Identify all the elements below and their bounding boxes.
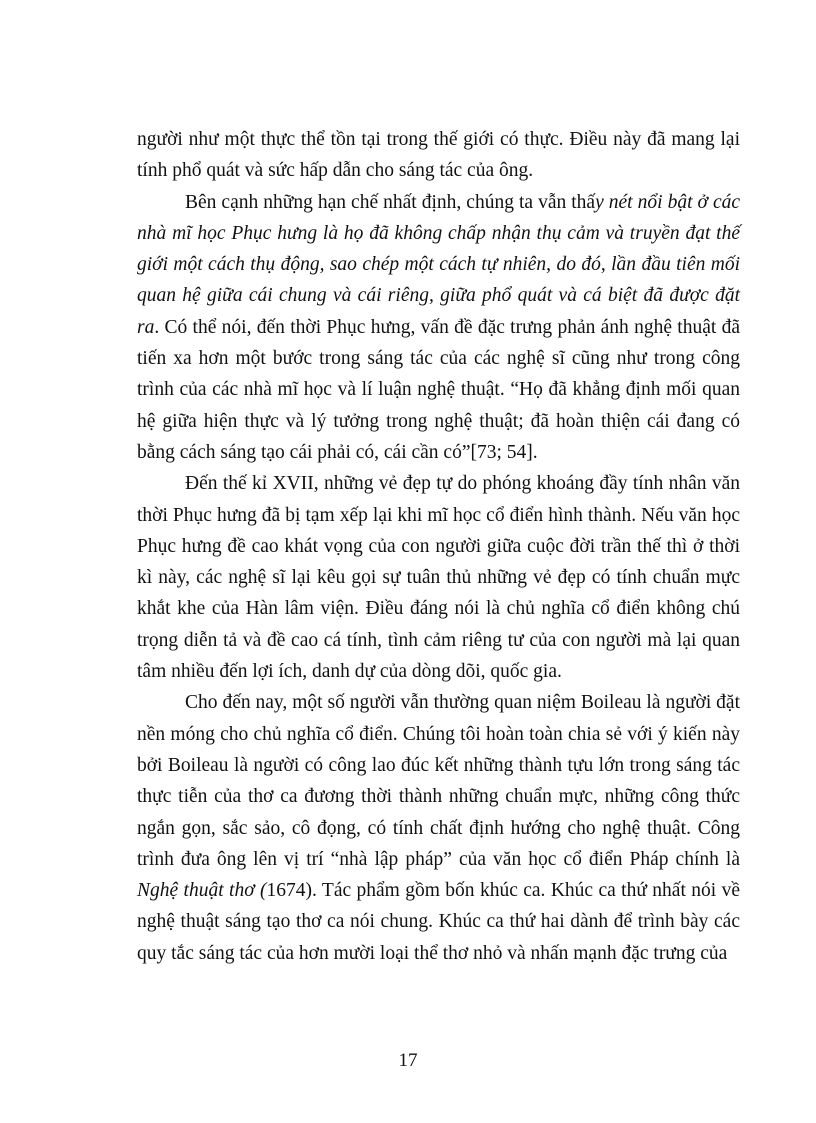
paragraph-continuation bbox=[137, 124, 740, 187]
paragraph-text: Đến thế kỉ XVII, những vẻ đẹp tự do phóng khoáng đầy tính nhân văn thời Phục hưng đã bị tạm xếp lại khi mĩ học cổ điển hình thành. Nếu văn học Phục hưng đề cao khát vọng của con người giữa cuộc đời trần thế thì ở thời kì này, các nghệ sĩ lại kêu gọi sự tuân thủ những vẻ đẹp có tính chuẩn mực khắt khe của Hàn lâm viện. Điều đáng nói là chủ nghĩa cổ điển không chú trọng diễn tả và đề cao cá tính, tình cảm riêng tư của con người mà lại quan tâm nhiều đến lợi ích, danh dự của dòng dõi, quốc gia. bbox=[137, 473, 740, 683]
body-text bbox=[137, 124, 740, 969]
page-number: 17 bbox=[398, 1050, 418, 1071]
paragraph-seventeenth-century bbox=[137, 468, 740, 687]
paragraph-text: người như một thực thể tồn tại trong thế giới có thực. Điều này đã mang lại tính phổ quát và sức hấp dẫn cho sáng tác của ông. bbox=[137, 129, 740, 182]
paragraph-text: 1674). Tác phẩm gồm bốn khúc ca. Khúc ca thứ nhất nói về nghệ thuật sáng tạo thơ ca nói chung. Khúc ca thứ hai dành để trình bày các quy tắc sáng tác của hơn mười loại thể thơ nhỏ và nhấn mạnh đặc trưng của bbox=[137, 880, 740, 964]
italic-emphasis: y nét nổi bật ở các nhà mĩ học Phục hưng là họ đã không chấp nhận thụ cảm và truyền đạt thế giới một cách thụ động, sao chép một cách tự nhiên, do đó, lần đầu tiên mối quan hệ giữa cái chung và cái riêng, giữa phổ quát và cá biệt đã được đặt ra bbox=[137, 191, 741, 338]
book-title: Nghệ thuật thơ ( bbox=[137, 880, 267, 902]
paragraph-text: Bên cạnh những hạn chế nhất định, chúng ta vẫn thấ bbox=[185, 191, 596, 213]
paragraph-boileau bbox=[137, 687, 740, 969]
paragraph-text: . Có thể nói, đến thời Phục hưng, vấn đề đặc trưng phản ánh nghệ thuật đã tiến xa hơn một bước trong sáng tác của các nghệ sĩ cũng như trong công trình của các nhà mĩ học và lí luận nghệ thuật. “Họ đã khẳng định mối quan hệ giữa hiện thực và lý tưởng trong nghệ thuật; đã hoàn thiện cái đang có bằng cách sáng tạo cái phải có, cái cần có”[73; 54]. bbox=[137, 316, 740, 463]
paragraph-text: Cho đến nay, một số người vẫn thường quan niệm Boileau là người đặt nền móng cho chủ nghĩa cổ điển. Chúng tôi hoàn toàn chia sẻ với ý kiến này bởi Boileau là người có công lao đúc kết những thành tựu lớn trong sáng tác thực tiễn của thơ ca đương thời thành những chuẩn mực, những công thức ngắn gọn, sắc sảo, cô đọng, có tính chất định hướng cho nghệ thuật. Công trình đưa ông lên vị trí “nhà lập pháp” của văn học cổ điển Pháp chính là bbox=[137, 692, 740, 870]
paragraph-renaissance bbox=[137, 187, 740, 469]
